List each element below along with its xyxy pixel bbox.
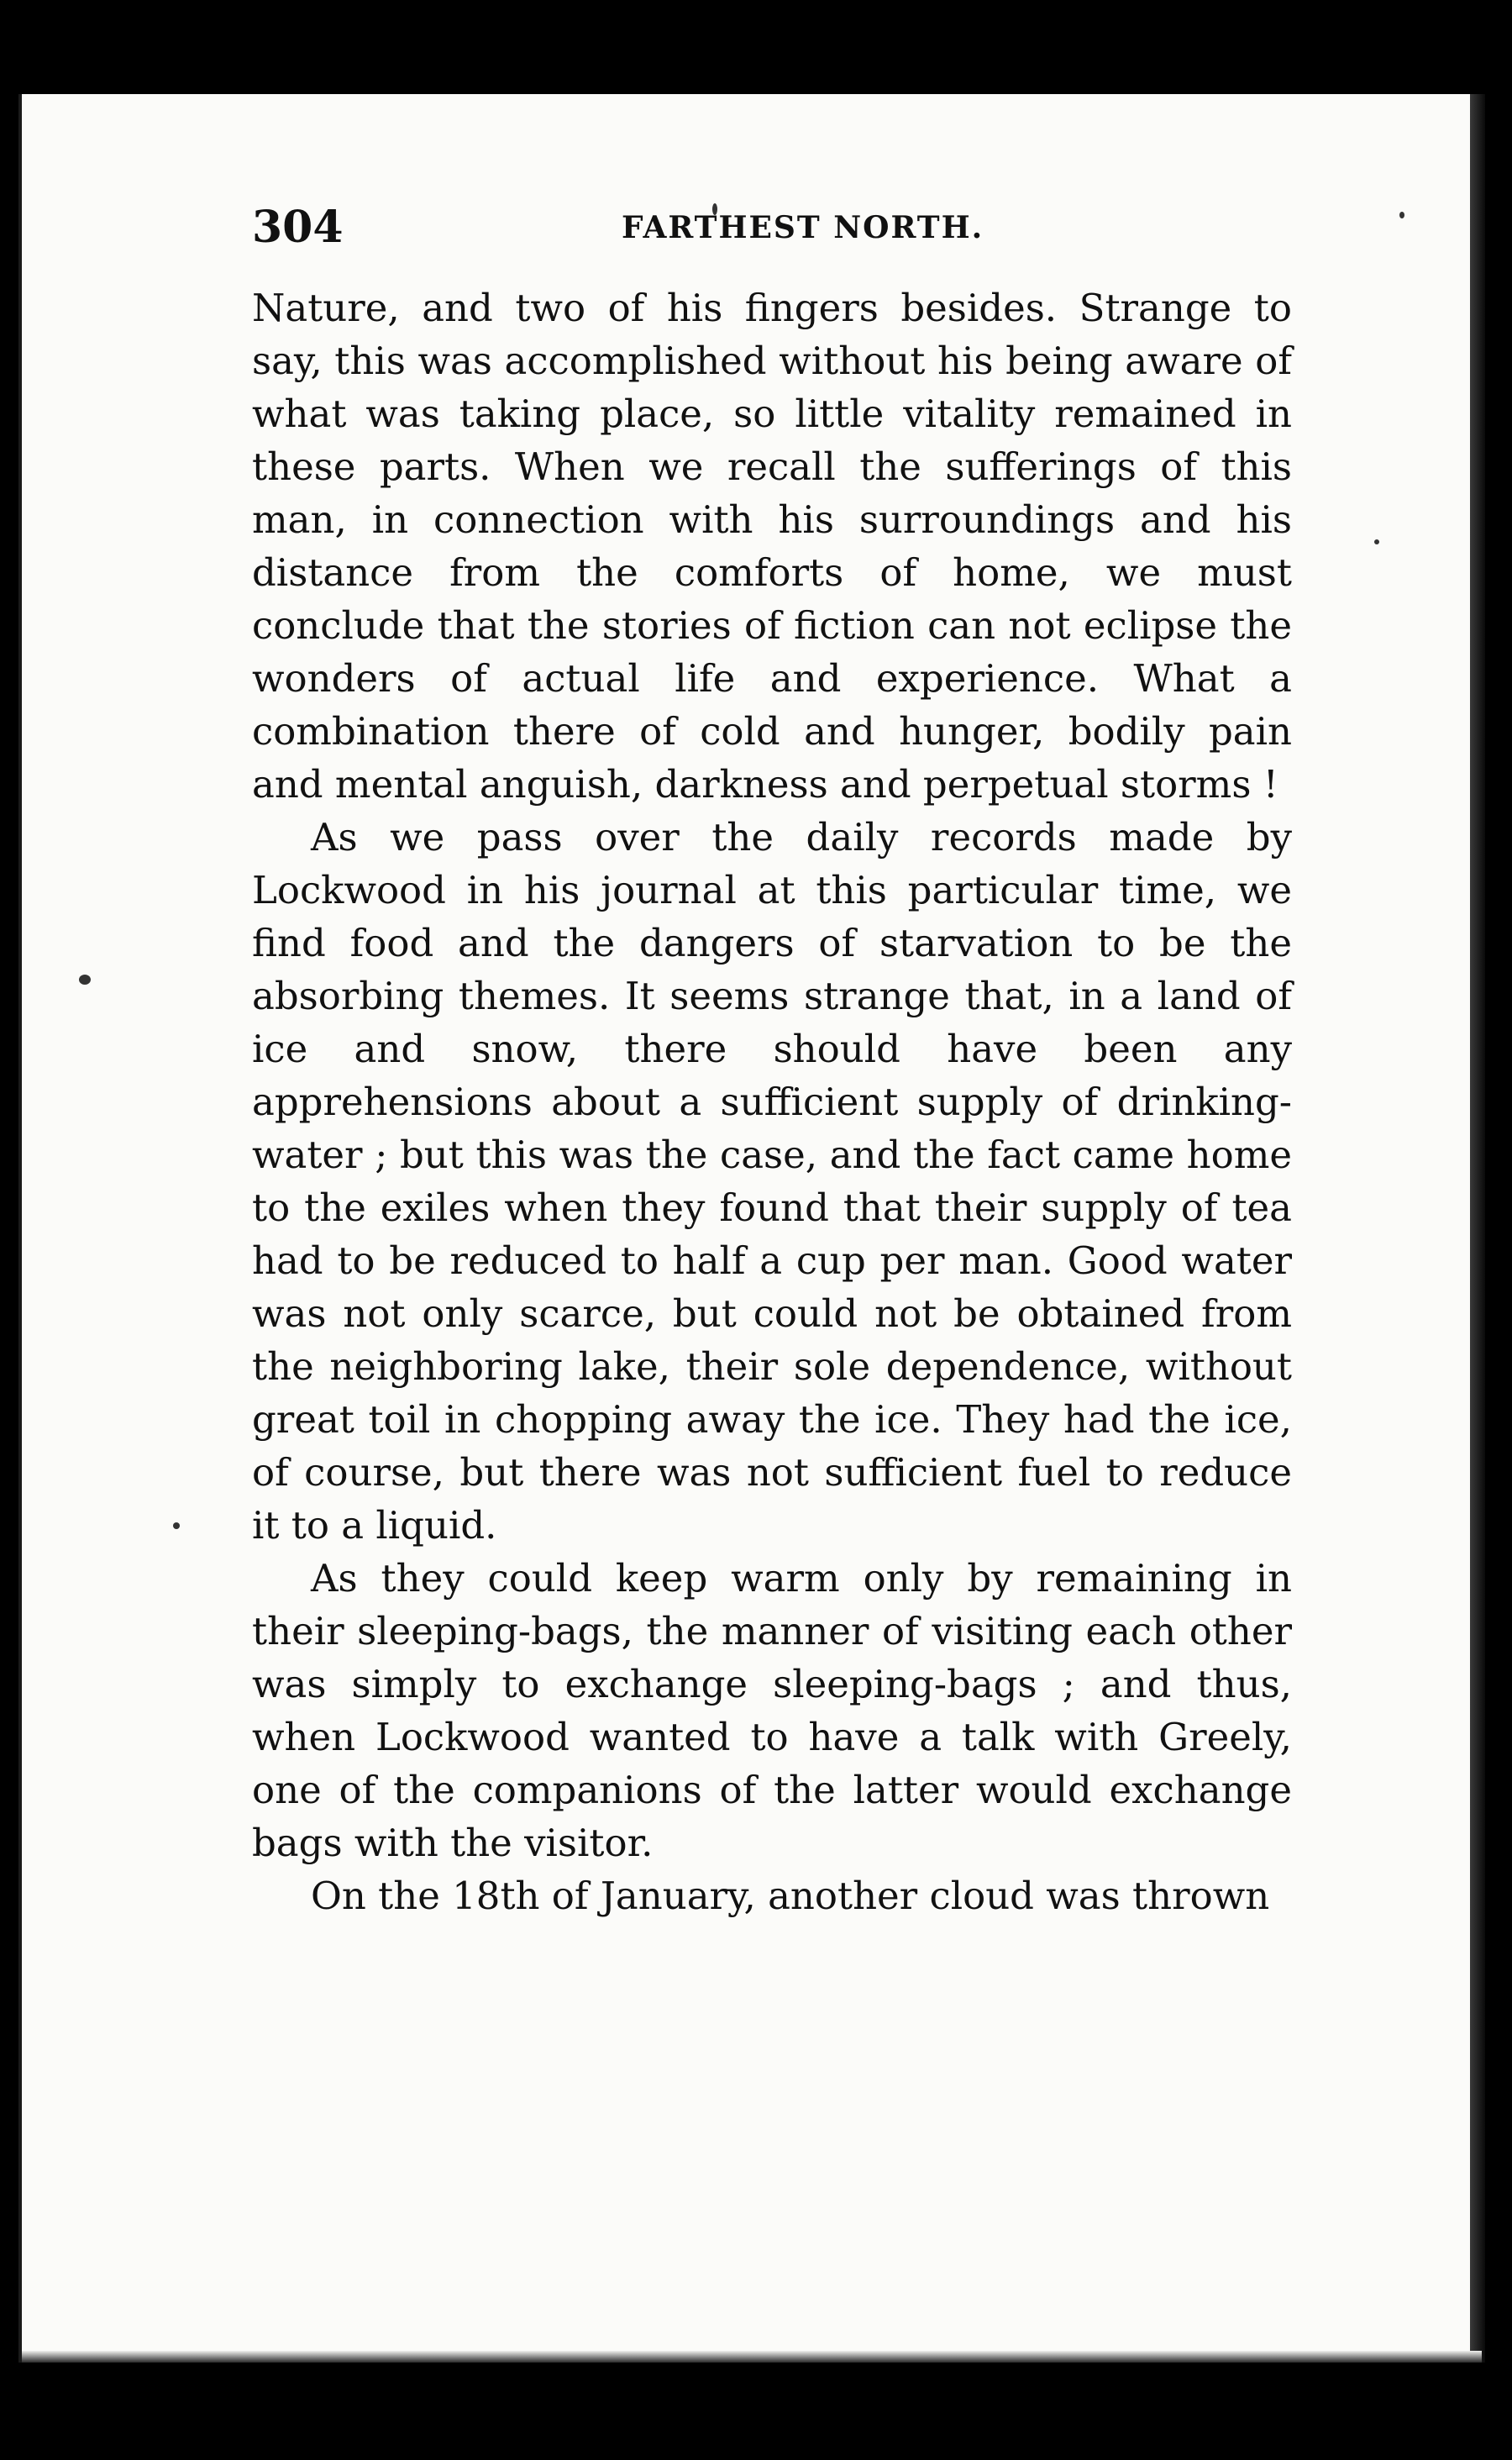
ink-speck	[173, 1522, 180, 1529]
page-number: 304	[252, 202, 344, 253]
ink-speck	[1374, 539, 1379, 544]
ink-speck	[79, 975, 91, 985]
running-head	[252, 202, 1310, 269]
ink-speck	[1399, 212, 1404, 218]
paragraph: Nature, and two of his fingers besides. Strange to say, this was accomplished without his being aware of what was taking place, so little vitality remained in these parts. When we recall the sufferings of this man, in connection with his surroundings and his distance from the comforts of home, we must conclude that the stories of fiction can not eclipse the wonders of actual life and experience. What a combination there of cold and hunger, bodily pain and mental anguish, darkness and perpetual storms !	[252, 286, 1292, 807]
page-bottom-shadow	[22, 2351, 1482, 2363]
body-text	[252, 281, 1292, 1922]
paragraph: As we pass over the daily records made by Lockwood in his journal at this particular time, we find food and the dangers of starvation to be the absorbing themes. It seems strange that, in a land of ice and snow, there should have been any apprehensions about a sufficient supply of drinking-water ; but this was the case, and the fact came home to the exiles when they found that their supply of tea had to be reduced to half a cup per man. Good water was not only scarce, but could not be obtained from the neighboring lake, their sole dependence, without great toil in chopping away the ice. They had the ice, of course, but there was not sufficient fuel to reduce it to a liquid.	[252, 815, 1292, 1548]
paragraph: On the 18th of January, another cloud was thrown	[311, 1874, 1270, 1918]
paragraph: As they could keep warm only by remaining in their sleeping-bags, the manner of visiting each other was simply to exchange sleeping-bags ; and thus, when Lockwood wanted to have a talk with Greely, one of the companions of the latter would exchange bags with the visitor.	[252, 1556, 1292, 1865]
running-title: FARTHEST NORTH.	[622, 210, 984, 245]
page-right-edge	[1470, 94, 1485, 2363]
